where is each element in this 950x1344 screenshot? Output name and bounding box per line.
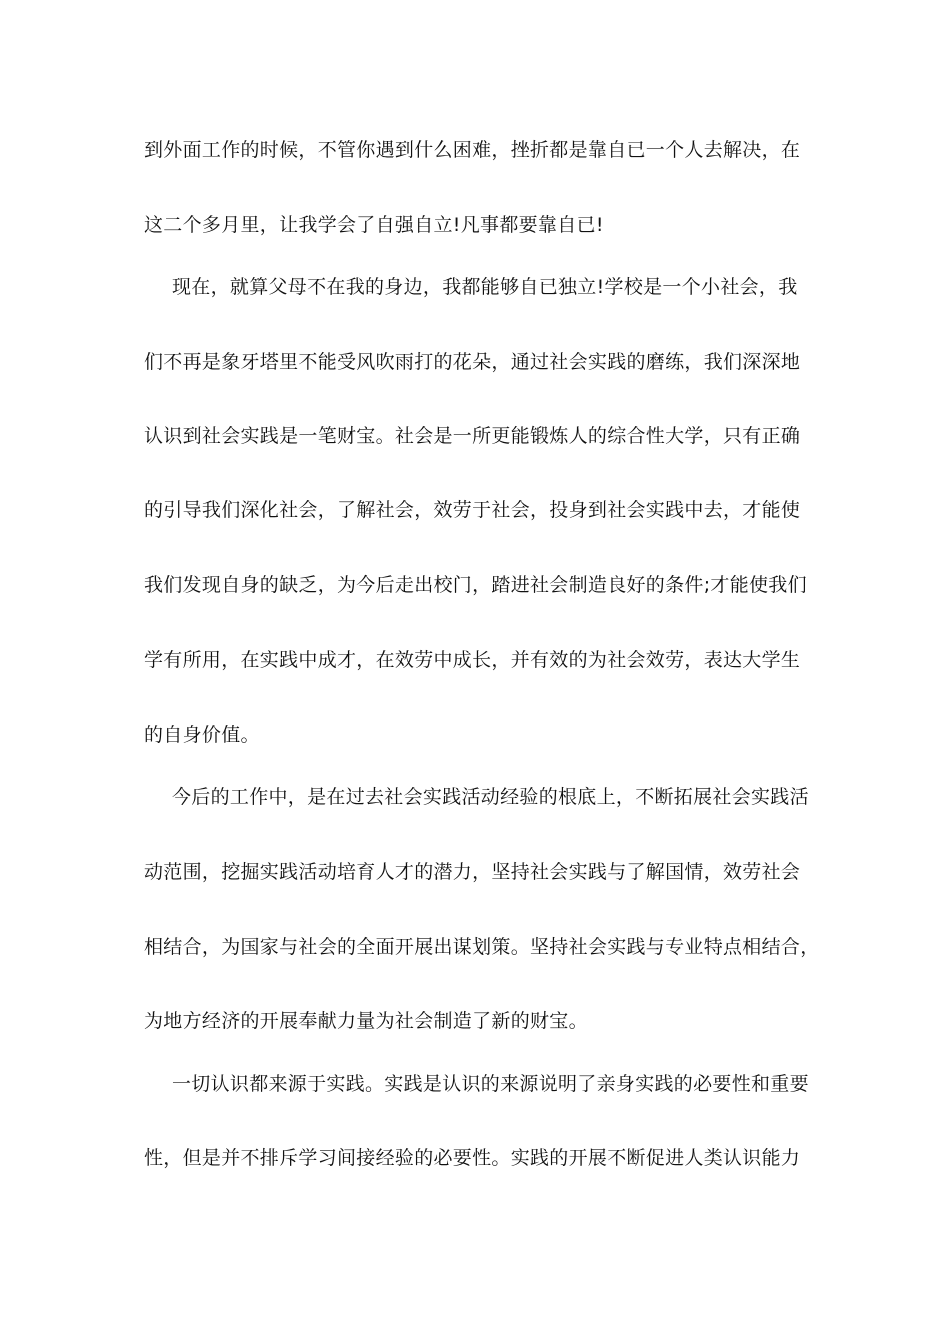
paragraph-start-line: 一切认识都来源于实践。实践是认识的来源说明了亲身实践的必要性和重要	[172, 1073, 809, 1095]
text-line: 相结合，为国家与社会的全面开展出谋划策。坚持社会实践与专业特点相结合，	[144, 936, 820, 958]
text-line: 们不再是象牙塔里不能受风吹雨打的花朵，通过社会实践的磨练，我们深深地	[144, 351, 801, 373]
paragraph-start-line: 现在，就算父母不在我的身边，我都能够自已独立!学校是一个小社会，我	[172, 276, 798, 298]
text-line: 动范围，挖掘实践活动培育人才的潜力，坚持社会实践与了解国情，效劳社会	[144, 861, 801, 883]
text-line: 到外面工作的时候，不管你遇到什么困难，挫折都是靠自已一个人去解决，在	[144, 139, 801, 161]
paragraph-start-line: 今后的工作中，是在过去社会实践活动经验的根底上，不断拓展社会实践活	[172, 786, 809, 808]
text-line: 我们发现自身的缺乏，为今后走出校门，踏进社会制造良好的条件;才能使我们	[144, 574, 807, 596]
text-line: 这二个多月里，让我学会了自强自立!凡事都要靠自已!	[144, 214, 604, 236]
text-line: 学有所用，在实践中成才，在效劳中成长，并有效的为社会效劳，表达大学生	[144, 649, 801, 671]
text-line: 性，但是并不排斥学习间接经验的必要性。实践的开展不断促进人类认识能力	[144, 1147, 801, 1169]
text-line: 的引导我们深化社会，了解社会，效劳于社会，投身到社会实践中去，才能使	[144, 499, 801, 521]
text-line: 的自身价值。	[144, 724, 260, 746]
text-line: 为地方经济的开展奉献力量为社会制造了新的财宝。	[144, 1010, 588, 1032]
text-line: 认识到社会实践是一笔财宝。社会是一所更能锻炼人的综合性大学，只有正确	[144, 425, 801, 447]
